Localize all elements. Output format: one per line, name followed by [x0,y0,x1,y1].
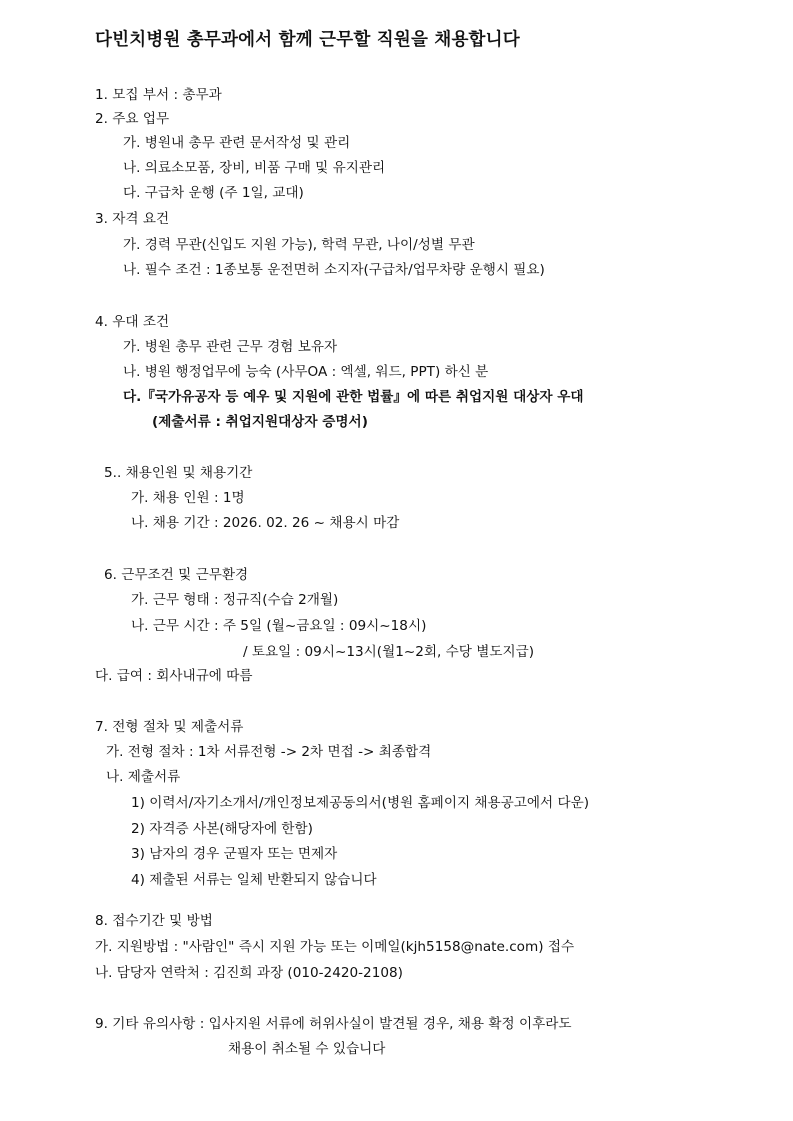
section-5-heading: 5.. 채용인원 및 채용기간 [104,465,253,481]
section-9-notice-continued: 채용이 취소될 수 있습니다 [228,1041,386,1057]
section-7-heading: 7. 전형 절차 및 제출서류 [95,719,244,735]
employment-type: 가. 근무 형태 : 정규직(수습 2개월) [131,592,339,608]
working-hours-saturday: / 토요일 : 09시~13시(월1~2회, 수당 별도지급) [243,644,535,660]
preference-item-a: 가. 병원 총무 관련 근무 경험 보유자 [123,339,338,355]
section-4-heading: 4. 우대 조건 [95,314,170,330]
application-method: 가. 지원방법 : "사람인" 즉시 지원 가능 또는 이메일(kjh5158@nate.com) 접수 [95,939,575,955]
preference-item-c: 다.『국가유공자 등 예우 및 지원에 관한 법률』에 따른 취업지원 대상자 우대 [123,389,584,405]
required-documents-heading: 나. 제출서류 [106,769,181,785]
required-document-3: 3) 남자의 경우 군필자 또는 면제자 [131,846,338,862]
section-9-notice: 9. 기타 유의사항 : 입사지원 서류에 허위사실이 발견될 경우, 채용 확정 이후라도 [95,1016,572,1032]
section-2-heading: 2. 주요 업무 [95,111,170,127]
selection-procedure: 가. 전형 절차 : 1차 서류전형 -> 2차 면접 -> 최종합격 [106,744,432,760]
qualification-item-b: 나. 필수 조건 : 1종보통 운전면허 소지자(구급차/업무차량 운행시 필요) [123,262,545,278]
section-8-heading: 8. 접수기간 및 방법 [95,913,213,929]
salary: 다. 급여 : 회사내규에 따름 [95,668,253,684]
hiring-period: 나. 채용 기간 : 2026. 02. 26 ~ 채용시 마감 [131,515,400,531]
section-3-heading: 3. 자격 요건 [95,211,170,227]
section-6-heading: 6. 근무조건 및 근무환경 [104,567,249,583]
duty-item-c: 다. 구급차 운행 (주 1일, 교대) [123,185,304,201]
contact-person: 나. 담당자 연락처 : 김진희 과장 (010-2420-2108) [95,965,403,981]
duty-item-a: 가. 병원내 총무 관련 문서작성 및 관리 [123,135,351,151]
section-1-recruit-department: 1. 모집 부서 : 총무과 [95,87,222,103]
required-document-1: 1) 이력서/자기소개서/개인정보제공동의서(병원 홈페이지 채용공고에서 다운) [131,795,590,811]
hiring-count: 가. 채용 인원 : 1명 [131,490,245,506]
working-hours-weekday: 나. 근무 시간 : 주 5일 (월~금요일 : 09시~18시) [131,618,427,634]
qualification-item-a: 가. 경력 무관(신입도 지원 가능), 학력 무관, 나이/성별 무관 [123,237,475,253]
duty-item-b: 나. 의료소모품, 장비, 비품 구매 및 유지관리 [123,160,386,176]
preference-item-b: 나. 병원 행정업무에 능숙 (사무OA : 엑셀, 워드, PPT) 하신 분 [123,364,489,380]
page-title: 다빈치병원 총무과에서 함께 근무할 직원을 채용합니다 [95,30,520,50]
required-document-2: 2) 자격증 사본(해당자에 한함) [131,821,313,837]
preference-item-c-documents: (제출서류 : 취업지원대상자 증명서) [152,414,368,430]
required-document-4: 4) 제출된 서류는 일체 반환되지 않습니다 [131,872,377,888]
